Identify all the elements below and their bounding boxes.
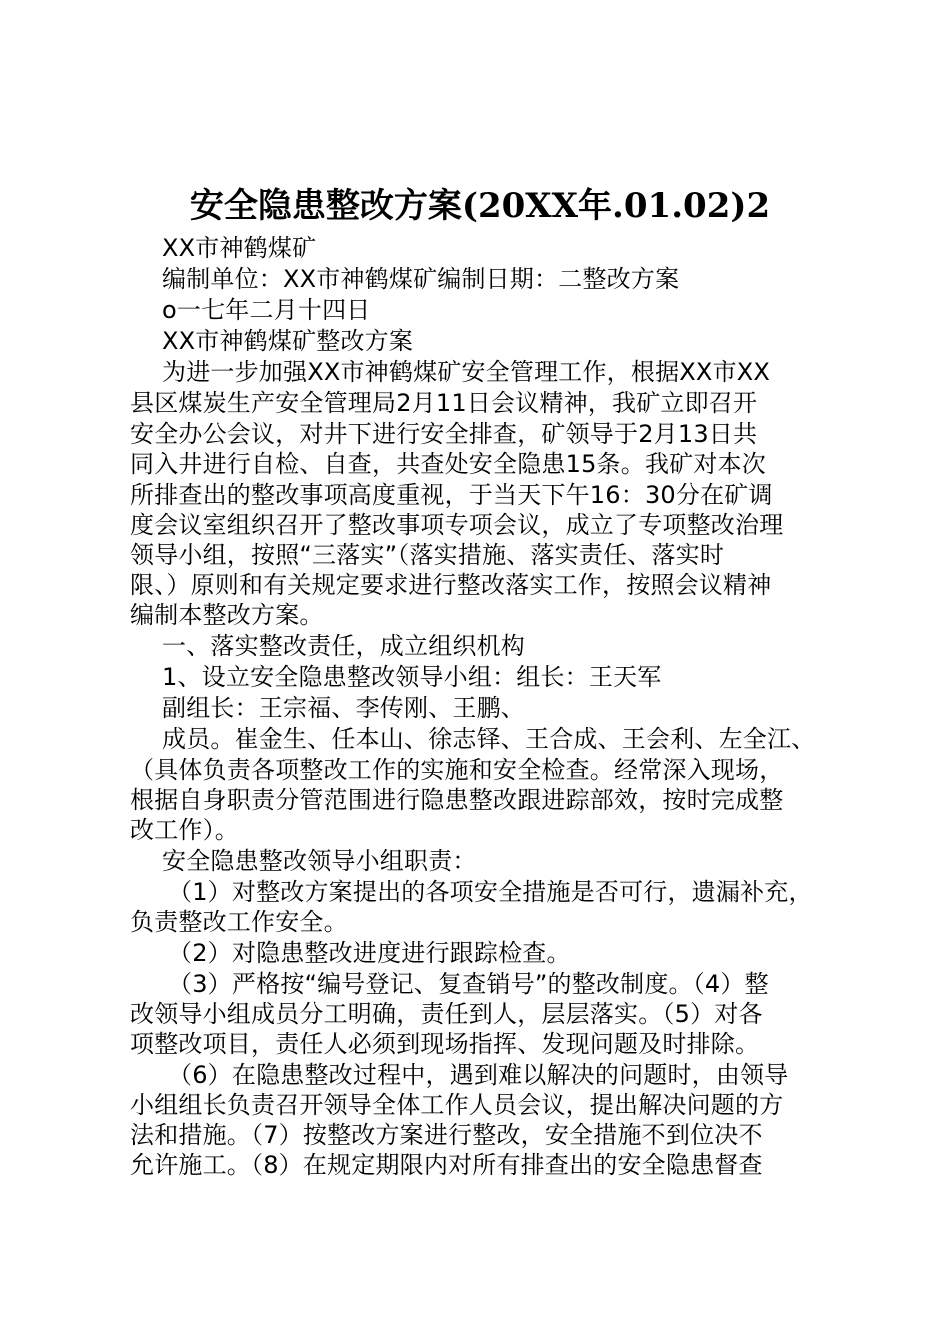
text-line: 限、）原则和有关规定要求进行整改落实工作，按照会议精神	[130, 571, 772, 599]
text-line: 负责整改工作安全。	[130, 908, 348, 936]
text-line: （1）对整改方案提出的各项安全措施是否可行，遗漏补充，	[168, 878, 813, 906]
document-title: 安全隐患整改方案(20XX年.01.02)2	[189, 186, 771, 226]
text-line: o一七年二月十四日	[162, 296, 371, 324]
text-line: （2）对隐患整改进度进行跟踪检查。	[168, 939, 571, 967]
text-line: 安全办公会议，对井下进行安全排查，矿领导于2月13日共	[130, 420, 758, 448]
text-line: 同入井进行自检、自查，共查处安全隐患15条。我矿对本次	[130, 450, 766, 478]
section-heading: 一、落实整改责任，成立组织机构	[162, 632, 525, 660]
text-line: 允许施工。（8）在规定期限内对所有排查出的安全隐患督查	[130, 1151, 763, 1179]
text-line: 编制单位：XX市神鹤煤矿编制日期：二整改方案	[162, 265, 680, 293]
text-line: 改领导小组成员分工明确，责任到人，层层落实。（5）对各	[130, 1000, 763, 1028]
text-line: 度会议室组织召开了整改事项专项会议，成立了专项整改治理	[130, 511, 784, 539]
text-line: 安全隐患整改领导小组职责：	[162, 847, 477, 875]
text-line: 小组组长负责召开领导全体工作人员会议，提出解决问题的方	[130, 1091, 784, 1119]
text-line: 法和措施。（7）按整改方案进行整改，安全措施不到位决不	[130, 1121, 763, 1149]
text-line: 改工作）。	[130, 816, 239, 844]
text-line: 副组长：王宗福、李传刚、王鹏、	[162, 694, 525, 722]
text-line: 领导小组，按照“三落实”（落实措施、落实责任、落实时	[130, 541, 725, 569]
text-line: 所排查出的整改事项高度重视，于当天下午16：30分在矿调	[130, 481, 773, 509]
text-line: （6）在隐患整改过程中，遇到难以解决的问题时，由领导	[168, 1061, 789, 1089]
text-line: 县区煤炭生产安全管理局2月11日会议精神，我矿立即召开	[130, 389, 758, 417]
text-line: 编制本整改方案。	[130, 601, 324, 629]
text-line: XX市神鹤煤矿	[162, 234, 317, 262]
text-line: 根据自身职责分管范围进行隐患整改跟进踪部效，按时完成整	[130, 786, 784, 814]
text-line: 1、设立安全隐患整改领导小组：组长：王天军	[162, 663, 662, 691]
text-line: 为进一步加强XX市神鹤煤矿安全管理工作，根据XX市XX	[162, 358, 771, 386]
text-line: 成员。崔金生、任本山、徐志铎、王合成、王会利、左全江、	[162, 725, 816, 753]
text-line: （具体负责各项整改工作的实施和安全检查。经常深入现场，	[130, 756, 784, 784]
text-line: 项整改项目，责任人必须到现场指挥、发现问题及时排除。	[130, 1030, 760, 1058]
text-line: XX市神鹤煤矿整改方案	[162, 327, 414, 355]
text-line: （3）严格按“编号登记、复查销号”的整改制度。（4）整	[168, 970, 769, 998]
